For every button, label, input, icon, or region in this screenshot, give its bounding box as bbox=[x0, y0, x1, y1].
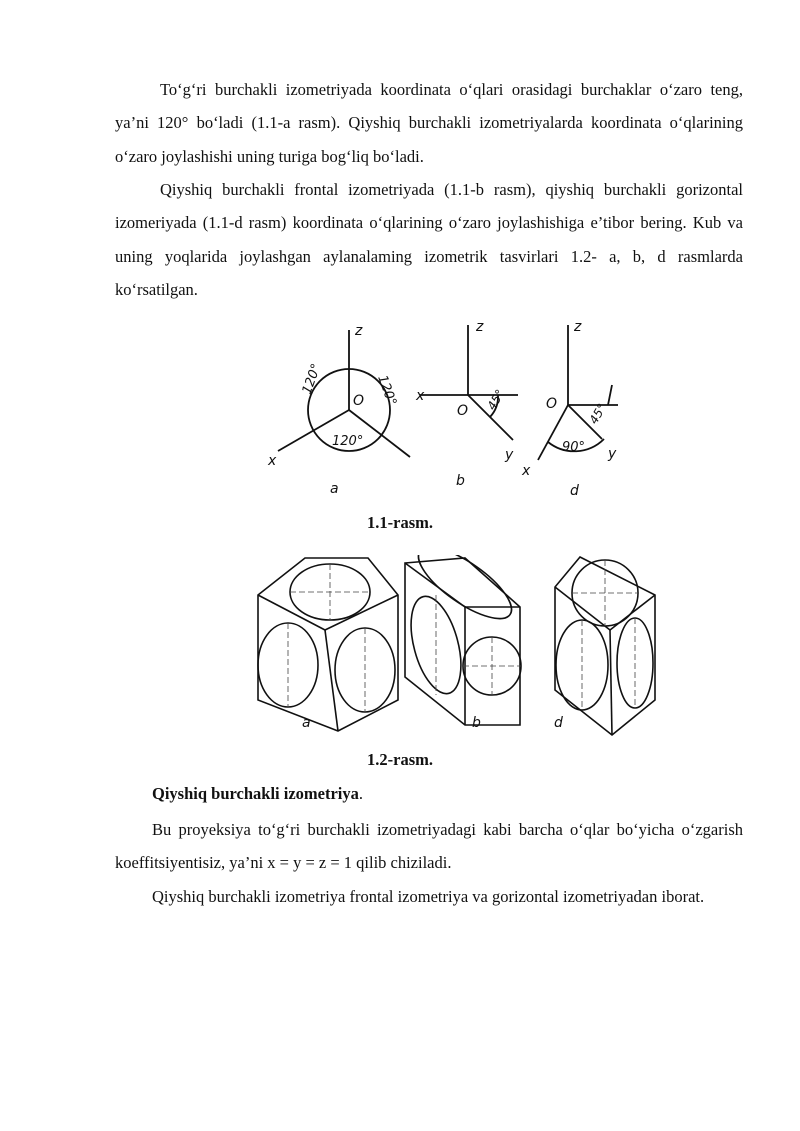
fig-a-x-label: x bbox=[268, 453, 277, 469]
fig-a-angle-right: 120° bbox=[374, 373, 400, 408]
section-heading-text: Qiyshiq burchakli izometriya bbox=[152, 784, 359, 803]
fig2-b-label: b bbox=[472, 715, 481, 731]
fig-b-origin-label: O bbox=[457, 403, 469, 419]
fig-a-caption-letter: a bbox=[330, 481, 339, 497]
paragraph-2: Qiyshiq burchakli frontal izometriyada (1.1-b rasm), qiyshiq burchakli gorizontal izomeriyada (1.1-d rasm) koordinata o‘qlarining o‘zaro joylashishiga e’tibor bering. Kub va uning yoqlarida joylashgan aylanalaming izometrik tasvirlari 1.2- a, b, d rasmlarda ko‘rsatilgan. bbox=[115, 180, 743, 299]
fig-d-z-label: z bbox=[574, 319, 582, 335]
fig-b-x-label: x bbox=[416, 388, 425, 404]
figure-1-2-caption: 1.2-rasm. bbox=[367, 750, 433, 769]
fig2-d-label: d bbox=[554, 715, 563, 731]
fig-a-origin-label: O bbox=[353, 393, 365, 409]
fig-a-angle-bottom: 120° bbox=[332, 434, 364, 449]
fig-d-angle2-label: 90° bbox=[562, 440, 586, 455]
fig-b-z-label: z bbox=[476, 319, 484, 335]
fig-d-angle-label: 45° bbox=[586, 401, 610, 427]
paragraph-1: To‘g‘ri burchakli izometriyada koordinata o‘qlari orasidagi burchaklar o‘zaro teng, ya’ni 120° bo‘ladi (1.1-a rasm). Qiyshiq burchakli izometriyalarda koordinata o‘qlarining o‘zaro joylashishi uning turiga bog‘liq bo‘ladi. bbox=[115, 80, 743, 166]
section-heading bbox=[152, 784, 363, 804]
paragraph-4: Qiyshiq burchakli izometriya frontal izometriya va gorizontal izometriyadan iborat. bbox=[152, 887, 705, 906]
fig-d-y-label: y bbox=[608, 446, 617, 462]
figure-1-1-caption: 1.1-rasm. bbox=[367, 513, 433, 532]
paragraph-3: Bu proyeksiya to‘g‘ri burchakli izometriyadagi kabi barcha o‘qlar bo‘yicha o‘zgarish koeffitsiyentisiz, ya’ni x = y = z = 1 qilib chiziladi. bbox=[115, 820, 743, 873]
fig-b-caption-letter: b bbox=[456, 473, 465, 489]
fig-a-angle-left: 120° bbox=[299, 361, 325, 397]
figure-1-1-axes bbox=[250, 315, 630, 500]
figure-1-2-cubes bbox=[250, 555, 670, 745]
fig-b-angle-label: 45° bbox=[484, 387, 508, 413]
fig-a-z-label: z bbox=[355, 323, 363, 339]
fig-d-origin-label: O bbox=[546, 396, 558, 412]
fig-d-x-label: x bbox=[522, 463, 531, 479]
fig-b-y-label: y bbox=[505, 447, 514, 463]
fig2-a-label: a bbox=[302, 715, 311, 731]
fig-d-caption-letter: d bbox=[570, 483, 579, 499]
section-heading-tail: . bbox=[358, 784, 364, 803]
